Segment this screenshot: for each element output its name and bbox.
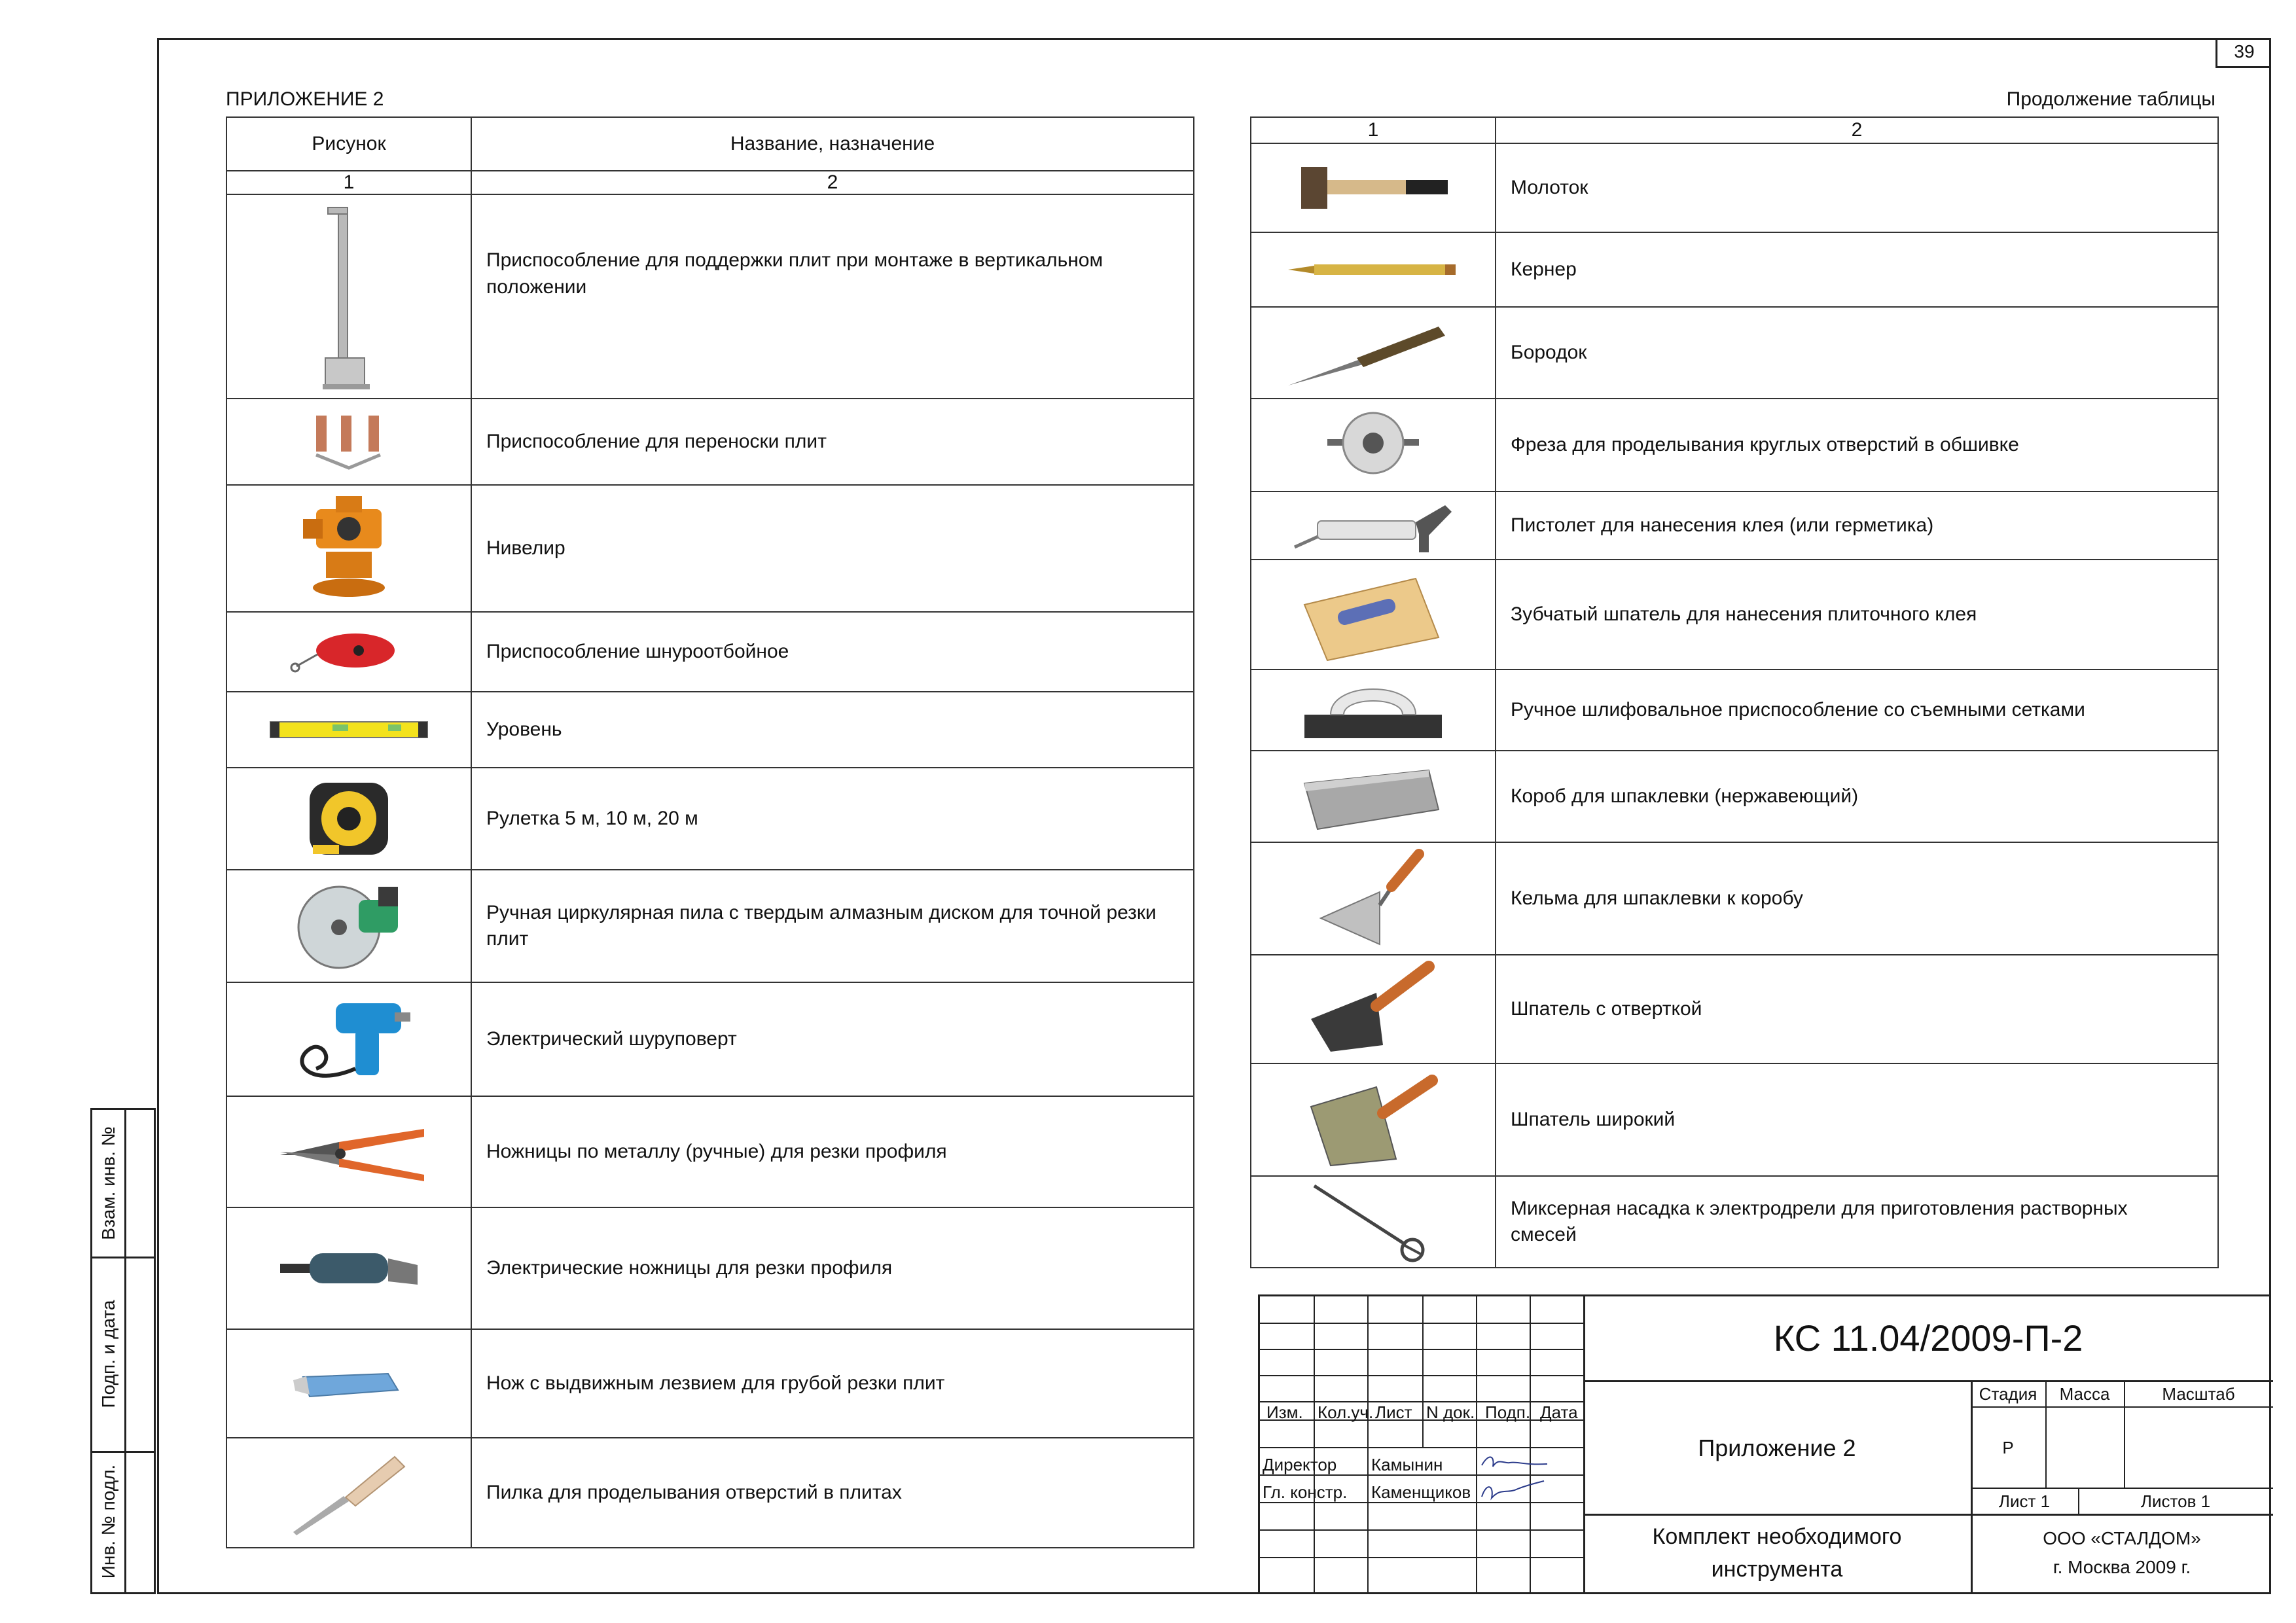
table-row [1251, 1176, 2218, 1268]
row-text: Приспособление шнуроотбойное [471, 612, 1194, 692]
mixer-attachment-icon [1251, 1179, 1495, 1264]
table-row [1251, 560, 2218, 669]
row-text: Пилка для проделывания отверстий в плитах [471, 1438, 1194, 1548]
table-row [1251, 307, 2218, 399]
table-row [226, 982, 1194, 1096]
right-tools-table [1250, 116, 2219, 1268]
mud-pan-icon [1251, 757, 1495, 836]
doc-name-line-1: Комплект необходимого [1652, 1524, 1902, 1549]
doc-name-line-2: инструмента [1711, 1557, 1843, 1582]
table-row [1251, 751, 2218, 842]
col-n-dok: N док. [1426, 1402, 1475, 1422]
wide-spatula-icon [1251, 1067, 1495, 1172]
header-picture: Рисунок [226, 117, 471, 171]
tape-measure-icon [227, 773, 471, 865]
sheet-label: Лист 1 [1998, 1491, 2051, 1511]
row-text: Кельма для шпаклевки к коробу [1496, 842, 2218, 955]
row-text: Молоток [1496, 143, 2218, 232]
hammer-icon [1251, 155, 1495, 221]
utility-knife-icon [227, 1361, 471, 1406]
table-row [226, 612, 1194, 692]
trowel-icon [1251, 846, 1495, 951]
table-row [1251, 1063, 2218, 1176]
col-podp: Подп. [1485, 1402, 1531, 1422]
row-text: Бородок [1496, 307, 2218, 399]
row-text: Пистолет для нанесения клея (или герметика) [1496, 491, 2218, 560]
level-instrument-icon [227, 490, 471, 607]
mass-label: Масса [2059, 1384, 2110, 1404]
sanding-float-icon [1251, 674, 1495, 746]
plate-carrier-icon [227, 409, 471, 474]
side-sign-date-box [90, 1257, 156, 1453]
table-row [1251, 232, 2218, 307]
table-row [1251, 143, 2218, 232]
signature-director-icon [1479, 1451, 1551, 1474]
row-text: Ручное шлифовальное приспособление со съемными сетками [1496, 669, 2218, 751]
header-name-purpose: Название, назначение [471, 117, 1194, 171]
table-row [226, 194, 1194, 399]
row-text: Фреза для проделывания круглых отверстий в обшивке [1496, 399, 2218, 491]
row-text: Приспособление для переноски плит [471, 399, 1194, 485]
table-row [226, 692, 1194, 768]
name-chief-designer: Каменщиков [1371, 1482, 1471, 1502]
table-row [226, 768, 1194, 870]
scale-label: Масштаб [2162, 1384, 2235, 1404]
table-row [226, 1438, 1194, 1548]
sheet-title: Приложение 2 [1698, 1435, 1856, 1461]
table-row [1251, 399, 2218, 491]
table-row [226, 1329, 1194, 1438]
row-text: Миксерная насадка к электродрели для приготовления растворных смесей [1496, 1176, 2218, 1268]
side-label-replace-inv: Взам. инв. № [98, 1126, 118, 1240]
row-text: Рулетка 5 м, 10 м, 20 м [471, 768, 1194, 870]
circular-saw-icon [227, 874, 471, 978]
table-row [1251, 955, 2218, 1063]
side-label-inv-sign: Инв. № подл. [98, 1464, 118, 1579]
appendix-label: ПРИЛОЖЕНИЕ 2 [226, 88, 384, 110]
row-text: Шпатель с отверткой [1496, 955, 2218, 1063]
row-text: Нож с выдвижным лезвием для грубой резки плит [471, 1329, 1194, 1438]
table-row [1251, 491, 2218, 560]
stage-value: Р [2002, 1438, 2014, 1457]
sheet-number: 39 [2215, 38, 2271, 68]
left-tools-table [226, 116, 1194, 1548]
table-row [226, 485, 1194, 612]
screwdriver-drill-icon [227, 990, 471, 1088]
col-kol-uch: Кол.уч. [1318, 1402, 1374, 1422]
side-label-sign-date: Подп. и дата [98, 1300, 118, 1408]
continuation-label: Продолжение таблицы [2006, 88, 2215, 110]
role-director: Директор [1263, 1455, 1337, 1474]
table-row [226, 870, 1194, 982]
column-number-2: 2 [1496, 117, 2218, 143]
row-text: Ручная циркулярная пила с твердым алмазным диском для точной резки плит [471, 870, 1194, 982]
title-block [1258, 1294, 2271, 1594]
putty-knife-icon [1251, 960, 1495, 1058]
row-text: Зубчатый шпатель для нанесения плиточного клея [1496, 560, 2218, 669]
row-text: Электрические ножницы для резки профиля [471, 1207, 1194, 1329]
col-list: Лист [1375, 1402, 1412, 1422]
role-chief-designer: Гл. констр. [1263, 1482, 1348, 1502]
stage-label: Стадия [1979, 1384, 2037, 1404]
row-text: Приспособление для поддержки плит при монтаже в вертикальном положении [471, 194, 1194, 399]
signature-chief-designer-icon [1479, 1478, 1551, 1502]
hole-cutter-icon [1251, 402, 1495, 488]
electric-shears-icon [227, 1239, 471, 1298]
chalk-line-icon [227, 626, 471, 678]
table-row [226, 399, 1194, 485]
row-text: Ножницы по металлу (ручные) для резки профиля [471, 1096, 1194, 1207]
col-izm: Изм. [1266, 1402, 1303, 1422]
notched-trowel-icon [1251, 565, 1495, 664]
row-text: Уровень [471, 692, 1194, 768]
side-replace-inv-box [90, 1108, 156, 1258]
row-text: Шпатель широкий [1496, 1063, 2218, 1176]
plate-support-stand-icon [227, 198, 471, 395]
column-number-2: 2 [471, 171, 1194, 194]
center-punch-icon [1251, 257, 1495, 283]
drift-punch-icon [1251, 313, 1495, 392]
table-row [226, 1207, 1194, 1329]
sheets-count-label: Листов 1 [2140, 1491, 2211, 1511]
organization-name: ООО «СТАЛДОМ» [2043, 1528, 2201, 1548]
table-row [226, 1096, 1194, 1207]
column-number-1: 1 [226, 171, 471, 194]
row-text: Электрический шуруповерт [471, 982, 1194, 1096]
keyhole-saw-icon [227, 1444, 471, 1542]
spirit-level-icon [227, 717, 471, 743]
name-director: Камынин [1371, 1455, 1443, 1474]
caulking-gun-icon [1251, 496, 1495, 555]
organization-city-year: г. Москва 2009 г. [2053, 1557, 2191, 1577]
row-text: Короб для шпаклевки (нержавеющий) [1496, 751, 2218, 842]
column-number-1: 1 [1251, 117, 1496, 143]
metal-shears-icon [227, 1116, 471, 1188]
row-text: Нивелир [471, 485, 1194, 612]
table-row [1251, 669, 2218, 751]
row-text: Кернер [1496, 232, 2218, 307]
side-inv-sign-box [90, 1451, 156, 1594]
table-row [1251, 842, 2218, 955]
col-data: Дата [1540, 1402, 1578, 1422]
document-code: КС 11.04/2009-П-2 [1773, 1317, 2083, 1359]
